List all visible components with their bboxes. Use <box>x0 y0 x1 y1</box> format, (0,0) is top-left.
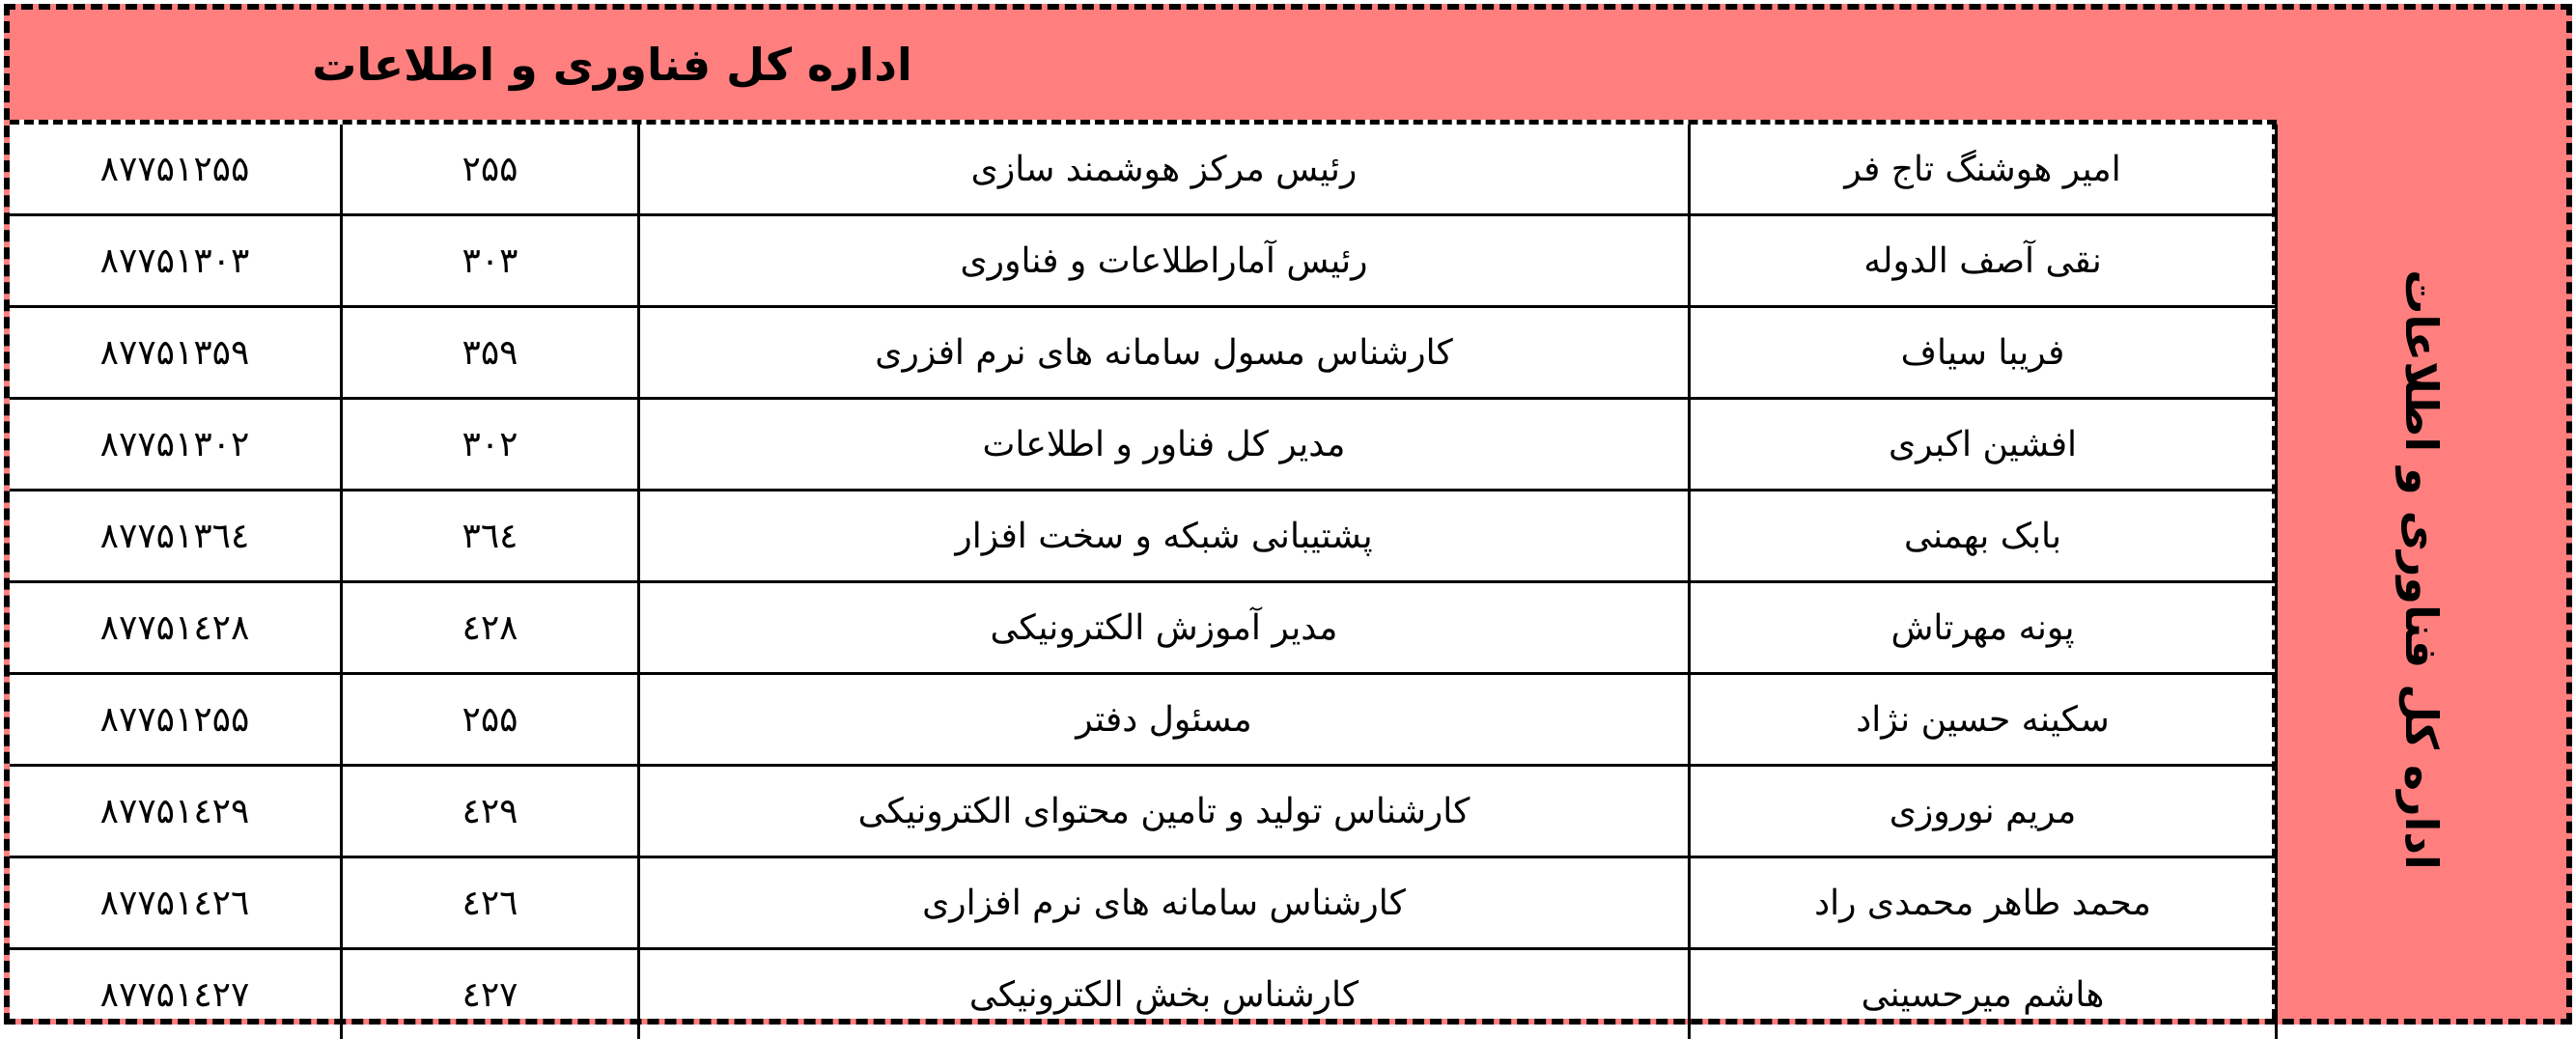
phone-cell: ۸۷۷۵۱۳۰۲ <box>10 399 342 491</box>
extension-cell: ۲۵۵ <box>342 125 639 215</box>
job-title-cell: کارشناس سامانه های نرم افزاری <box>639 857 1690 949</box>
phone-cell: ۸۷۷۵۱۲۵۵ <box>10 674 342 766</box>
job-title-cell: رئیس مرکز هوشمند سازی <box>639 125 1690 215</box>
phone-cell: ۸۷۷۵۱۲۵۵ <box>10 125 342 215</box>
directory-table <box>10 125 2278 1039</box>
extension-cell: ۳۰۳ <box>342 215 639 307</box>
table-row <box>10 582 2277 674</box>
phone-cell: ۸۷۷۵۱٤۲۹ <box>10 766 342 857</box>
person-name-cell: بابک بهمنی <box>1690 491 2277 582</box>
table-row <box>10 125 2277 215</box>
person-name-cell: هاشم میرحسینی <box>1690 949 2277 1039</box>
page-title: اداره کل فناوری و اطلاعات <box>312 39 912 91</box>
job-title-cell: کارشناس بخش الکترونیکی <box>639 949 1690 1039</box>
job-title-cell: مدیر کل فناور و اطلاعات <box>639 399 1690 491</box>
job-title-cell: مدیر آموزش الکترونیکی <box>639 582 1690 674</box>
extension-cell: ۳۵۹ <box>342 307 639 399</box>
table-row <box>10 399 2277 491</box>
header-band <box>10 10 2566 120</box>
phone-cell: ۸۷۷۵۱۳۰۳ <box>10 215 342 307</box>
job-title-cell: کارشناس مسول سامانه های نرم افزری <box>639 307 1690 399</box>
extension-cell: ۲۵۵ <box>342 674 639 766</box>
phone-cell: ۸۷۷۵۱۳٦٤ <box>10 491 342 582</box>
person-name-cell: سکینه حسین نژاد <box>1690 674 2277 766</box>
table-row <box>10 307 2277 399</box>
job-title-cell: پشتیبانی شبکه و سخت افزار <box>639 491 1690 582</box>
side-label-band <box>2277 120 2566 1019</box>
person-name-cell: امیر هوشنگ تاج فر <box>1690 125 2277 215</box>
table-row <box>10 674 2277 766</box>
table-row <box>10 949 2277 1039</box>
extension-cell: ۳۰۲ <box>342 399 639 491</box>
job-title-cell: مسئول دفتر <box>639 674 1690 766</box>
person-name-cell: فریبا سیاف <box>1690 307 2277 399</box>
phone-cell: ۸۷۷۵۱٤۲٦ <box>10 857 342 949</box>
extension-cell: ٤۲۸ <box>342 582 639 674</box>
extension-cell: ٤۲۷ <box>342 949 639 1039</box>
table-row <box>10 215 2277 307</box>
person-name-cell: مریم نوروزی <box>1690 766 2277 857</box>
table-row <box>10 857 2277 949</box>
person-name-cell: پونه مهرتاش <box>1690 582 2277 674</box>
person-name-cell: نقی آصف الدوله <box>1690 215 2277 307</box>
directory-table-wrapper <box>10 120 2277 1019</box>
phone-cell: ۸۷۷۵۱٤۲۷ <box>10 949 342 1039</box>
person-name-cell: محمد طاهر محمدی راد <box>1690 857 2277 949</box>
extension-cell: ٤۲٦ <box>342 857 639 949</box>
extension-cell: ٤۲۹ <box>342 766 639 857</box>
phone-cell: ۸۷۷۵۱۳۵۹ <box>10 307 342 399</box>
directory-frame <box>4 4 2572 1025</box>
side-department-label: اداره کل فناوری و اطلاعات <box>2395 269 2448 870</box>
phone-cell: ۸۷۷۵۱٤۲۸ <box>10 582 342 674</box>
table-row <box>10 766 2277 857</box>
person-name-cell: افشین اکبری <box>1690 399 2277 491</box>
table-row <box>10 491 2277 582</box>
job-title-cell: رئیس آماراطلاعات و فناوری <box>639 215 1690 307</box>
job-title-cell: کارشناس تولید و تامین محتوای الکترونیکی <box>639 766 1690 857</box>
extension-cell: ۳٦٤ <box>342 491 639 582</box>
